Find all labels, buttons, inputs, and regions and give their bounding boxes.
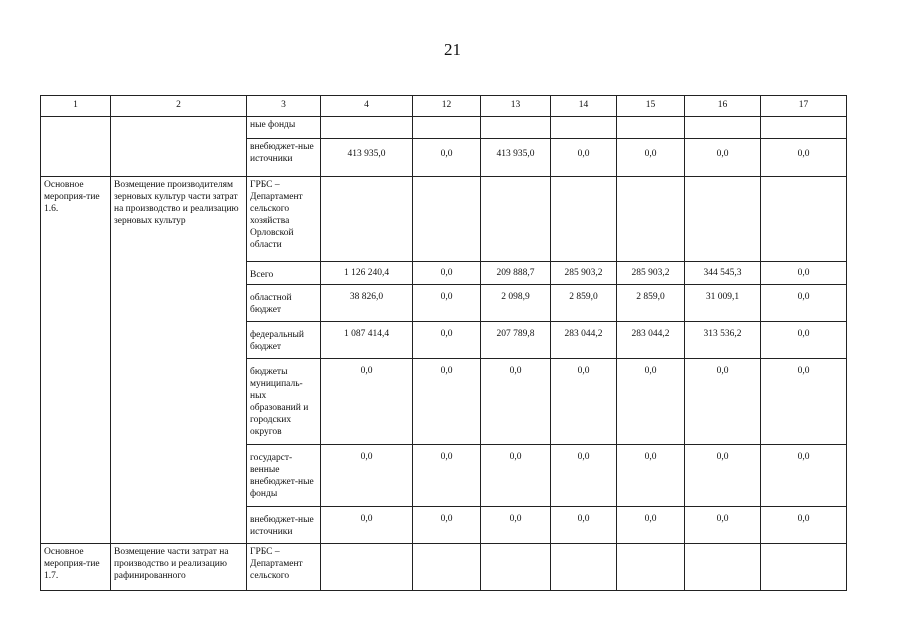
value-cell: 2 859,0 <box>617 285 685 322</box>
executor-cell: ГРБС – Департамент сельского хозяйства Орловской области <box>247 177 321 262</box>
source-cell: Всего <box>247 262 321 285</box>
value-cell: 0,0 <box>413 507 481 544</box>
column-header: 4 <box>321 96 413 117</box>
value-cell: 0,0 <box>685 445 761 507</box>
source-cell: бюджеты муниципаль-ных образований и городских округов <box>247 359 321 445</box>
table-row <box>41 117 847 139</box>
value-cell: 0,0 <box>551 359 617 445</box>
value-cell: 0,0 <box>685 139 761 177</box>
value-cell: 0,0 <box>617 359 685 445</box>
value-cell: 0,0 <box>617 445 685 507</box>
value-cell: 0,0 <box>481 359 551 445</box>
value-cell: 413 935,0 <box>481 139 551 177</box>
source-cell: внебюджет-ные источники <box>247 507 321 544</box>
column-header: 15 <box>617 96 685 117</box>
budget-table <box>40 95 847 591</box>
value-cell: 0,0 <box>413 262 481 285</box>
value-cell: 344 545,3 <box>685 262 761 285</box>
event-code-cell: Основное мероприя-тие 1.6. <box>41 177 111 544</box>
value-cell: 0,0 <box>617 139 685 177</box>
event-title-cell <box>111 117 247 177</box>
value-cell: 283 044,2 <box>617 322 685 359</box>
value-cell: 0,0 <box>413 139 481 177</box>
event-title-cell: Возмещение части затрат на производство и реализацию рафинированного <box>111 544 247 591</box>
value-cell: 0,0 <box>413 445 481 507</box>
value-cell: 0,0 <box>761 322 847 359</box>
column-header: 13 <box>481 96 551 117</box>
value-cell: 0,0 <box>551 139 617 177</box>
value-cell: 0,0 <box>321 445 413 507</box>
value-cell: 0,0 <box>761 262 847 285</box>
value-cell: 0,0 <box>761 139 847 177</box>
value-cell: 0,0 <box>551 445 617 507</box>
value-cell: 207 789,8 <box>481 322 551 359</box>
value-cell: 0,0 <box>413 359 481 445</box>
value-cell: 285 903,2 <box>617 262 685 285</box>
column-header: 12 <box>413 96 481 117</box>
value-cell: 0,0 <box>761 507 847 544</box>
event-code-cell: Основное мероприя-тие 1.7. <box>41 544 111 591</box>
column-header: 2 <box>111 96 247 117</box>
value-cell: 0,0 <box>551 507 617 544</box>
source-cell: областной бюджет <box>247 285 321 322</box>
value-cell: 0,0 <box>321 507 413 544</box>
source-cell: ные фонды <box>247 117 321 139</box>
value-cell: 0,0 <box>761 285 847 322</box>
value-cell: 2 859,0 <box>551 285 617 322</box>
column-header: 17 <box>761 96 847 117</box>
value-cell: 413 935,0 <box>321 139 413 177</box>
page-number: 21 <box>444 40 461 59</box>
column-header-row <box>41 96 847 117</box>
value-cell: 313 536,2 <box>685 322 761 359</box>
value-cell: 0,0 <box>685 359 761 445</box>
value-cell: 0,0 <box>761 359 847 445</box>
value-cell: 38 826,0 <box>321 285 413 322</box>
value-cell: 0,0 <box>481 445 551 507</box>
value-cell: 1 126 240,4 <box>321 262 413 285</box>
value-cell: 0,0 <box>481 507 551 544</box>
column-header: 14 <box>551 96 617 117</box>
table-row <box>41 177 847 262</box>
value-cell: 283 044,2 <box>551 322 617 359</box>
value-cell: 209 888,7 <box>481 262 551 285</box>
executor-cell: ГРБС – Департамент сельского <box>247 544 321 591</box>
value-cell: 0,0 <box>413 285 481 322</box>
value-cell: 31 009,1 <box>685 285 761 322</box>
column-header: 3 <box>247 96 321 117</box>
column-header: 16 <box>685 96 761 117</box>
source-cell: федеральный бюджет <box>247 322 321 359</box>
value-cell: 285 903,2 <box>551 262 617 285</box>
value-cell: 0,0 <box>617 507 685 544</box>
source-cell: внебюджет-ные источники <box>247 139 321 177</box>
value-cell: 2 098,9 <box>481 285 551 322</box>
value-cell: 1 087 414,4 <box>321 322 413 359</box>
source-cell: государст-венные внебюджет-ные фонды <box>247 445 321 507</box>
value-cell: 0,0 <box>761 445 847 507</box>
table-row <box>41 544 847 591</box>
value-cell: 0,0 <box>413 322 481 359</box>
column-header: 1 <box>41 96 111 117</box>
event-title-cell: Возмещение производителям зерновых культур части затрат на производство и реализацию зерновых культур <box>111 177 247 544</box>
value-cell: 0,0 <box>321 359 413 445</box>
event-code-cell <box>41 117 111 177</box>
value-cell: 0,0 <box>685 507 761 544</box>
